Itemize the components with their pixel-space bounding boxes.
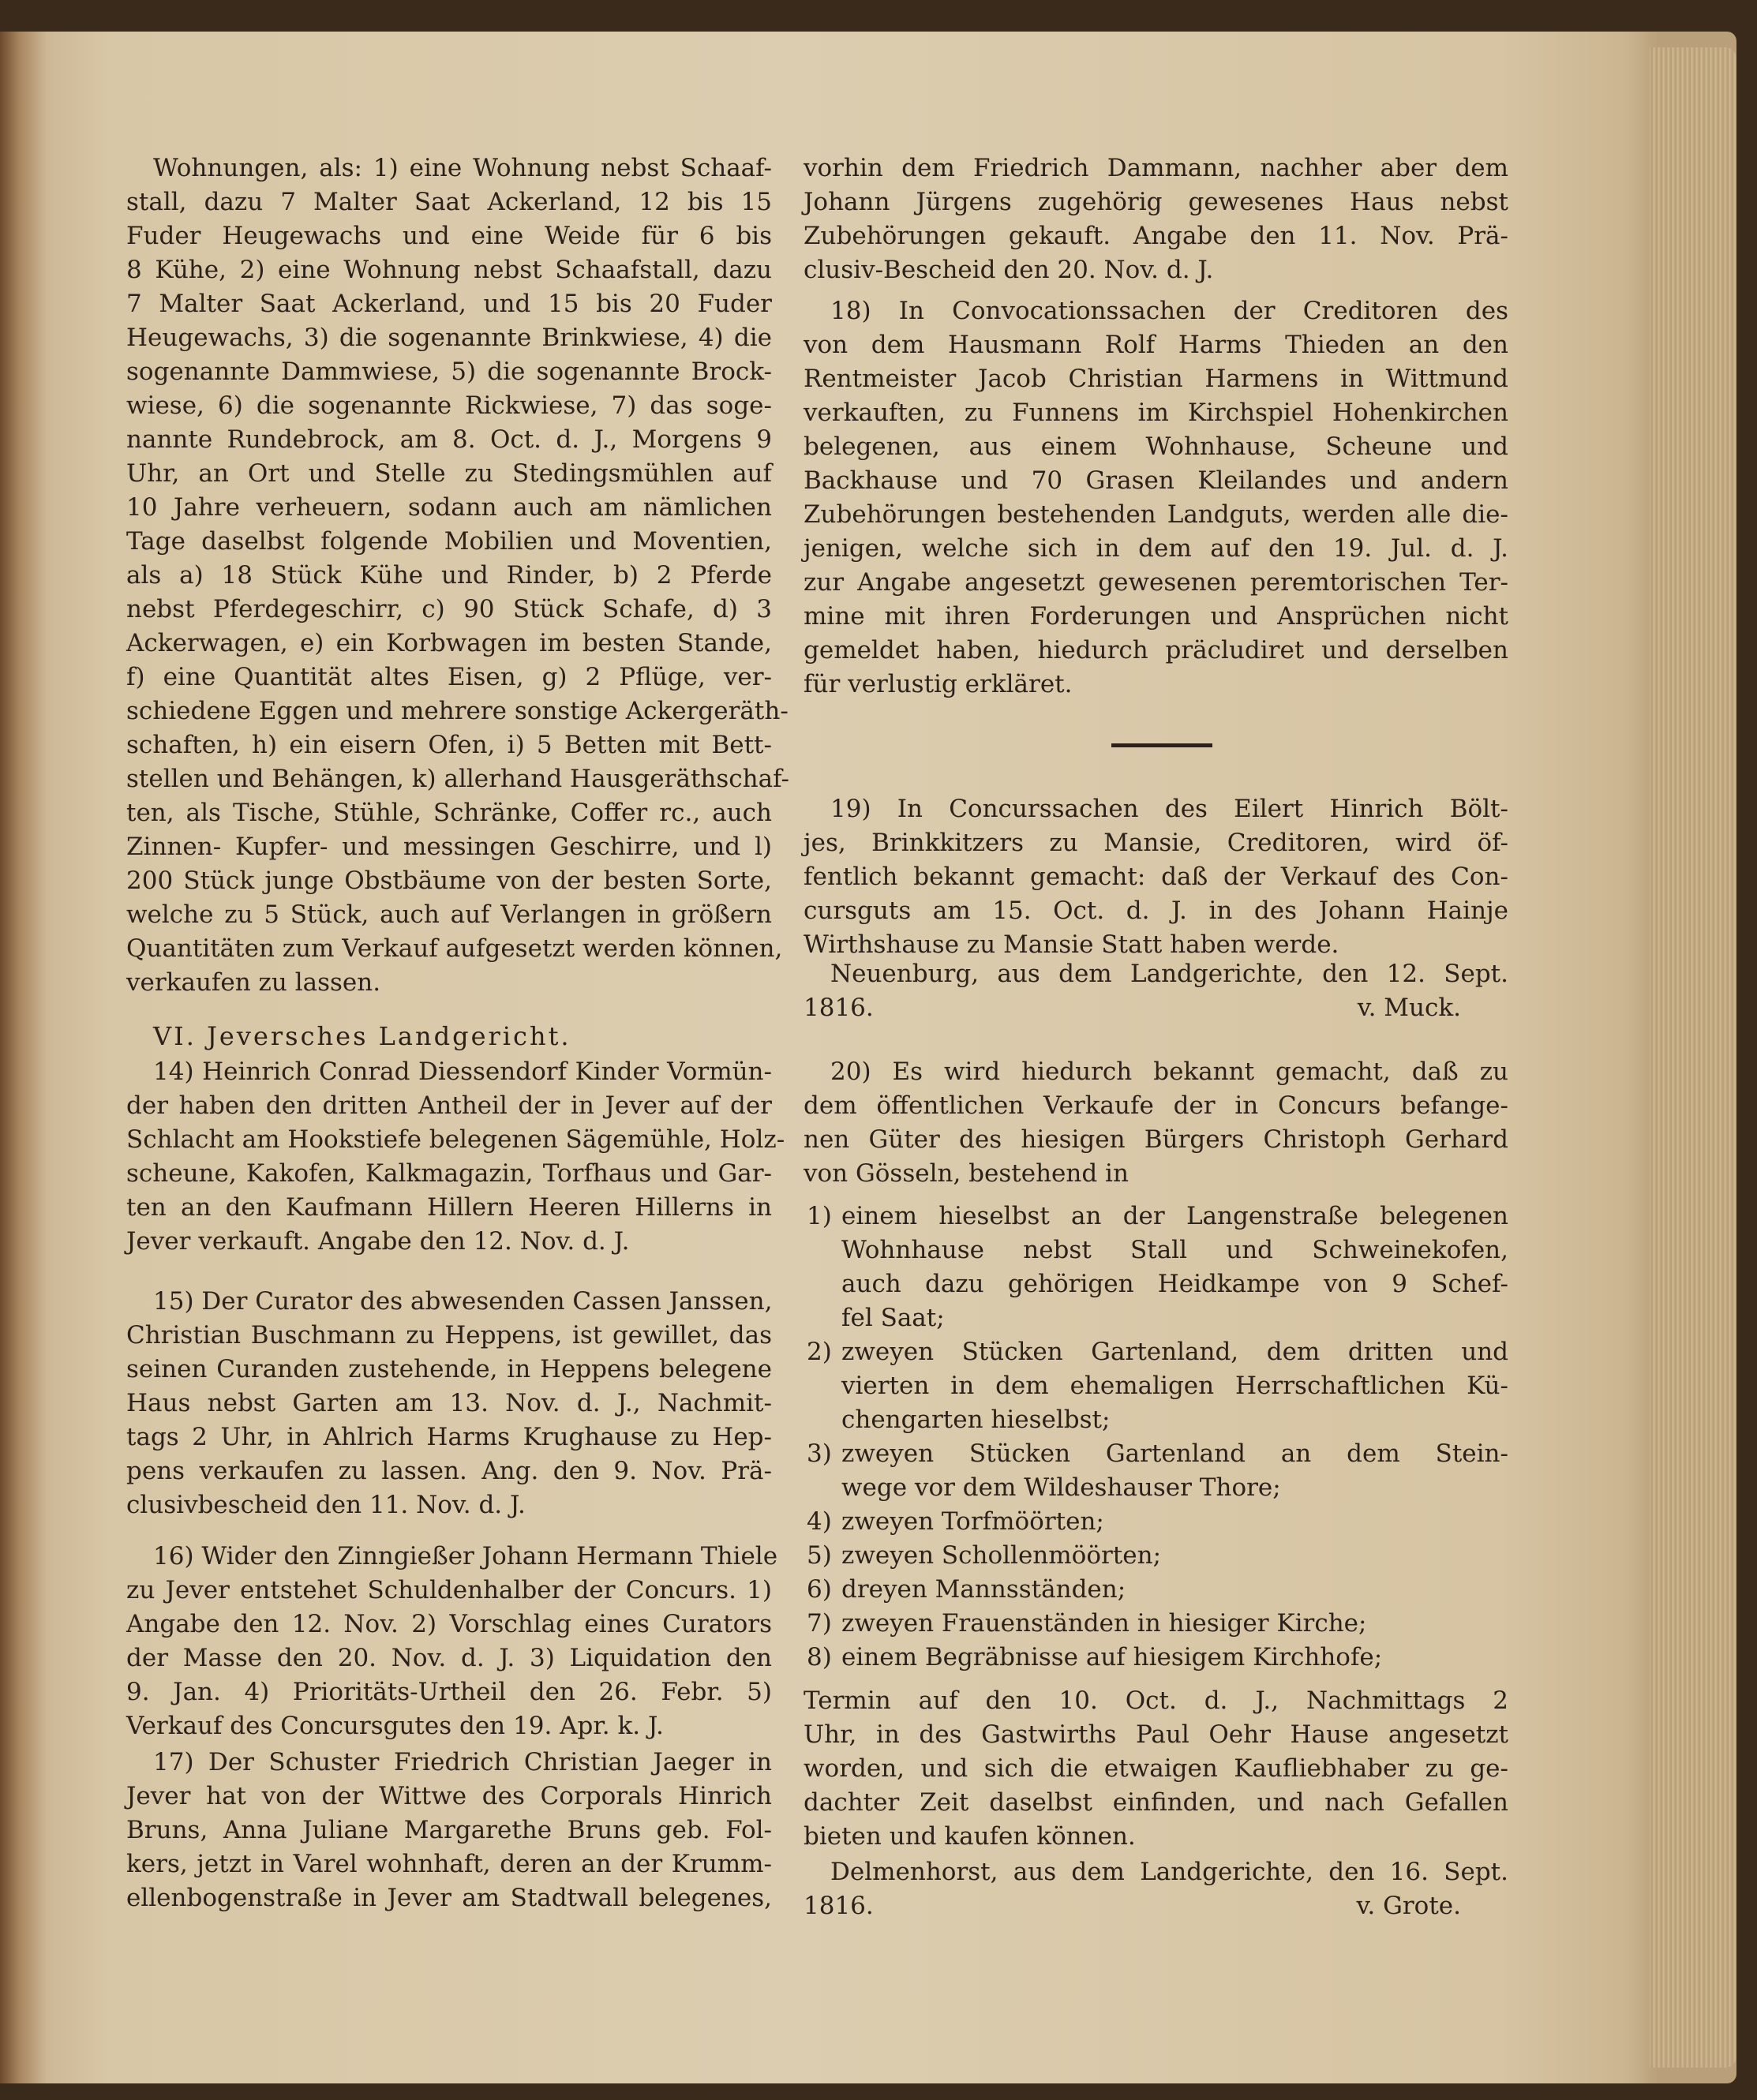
text-line: von Gösseln, bestehend in [804, 1159, 1129, 1188]
text-line: dem öffentlichen Verkaufe der in Concurs befange- [804, 1091, 1508, 1120]
text-line: Wohnhause nebst Stall und Schweinekofen, [841, 1236, 1508, 1264]
text-line: zweyen Torfmöörten; [841, 1507, 1104, 1536]
text-line: jenigen, welche sich in dem auf den 19. Jul. d. J. [804, 534, 1508, 563]
paragraph [804, 792, 1508, 962]
item-list [804, 1200, 1508, 1675]
list-item [804, 1335, 1508, 1437]
text-line: einem hieselbst an der Langenstraße belegenen [841, 1202, 1508, 1230]
text-line: bieten und kaufen können. [804, 1822, 1136, 1851]
text-line: cursguts am 15. Oct. d. J. in des Johann Hainje [804, 897, 1508, 925]
text-line: Rentmeister Jacob Christian Harmens in Wittmund [804, 365, 1508, 393]
text-line: Zinnen- Kupfer- und messingen Geschirre, und l) [126, 833, 772, 861]
text-line: 14) Heinrich Conrad Diessendorf Kinder Vormün- [153, 1057, 772, 1086]
text-line: Neuenburg, aus dem Landgerichte, den 12. Sept. [830, 960, 1508, 988]
text-line: der Masse den 20. Nov. d. J. 3) Liquidation den [126, 1644, 772, 1672]
text-line: wege vor dem Wildeshauser Thore; [841, 1473, 1281, 1502]
text-line: clusiv-Bescheid den 20. Nov. d. J. [804, 256, 1214, 284]
text-line: Johann Jürgens zugehörig gewesenes Haus nebst [804, 188, 1508, 216]
text-line: 17) Der Schuster Friedrich Christian Jaeger in [153, 1748, 772, 1776]
item-number: 7) [807, 1609, 832, 1638]
text-line: zweyen Stücken Gartenland, dem dritten und [841, 1338, 1508, 1366]
text-line: Uhr, in des Gastwirths Paul Oehr Hause angesetzt [804, 1720, 1508, 1749]
paragraph [126, 1055, 785, 1259]
text-line: 10 Jahre verheuern, sodann auch am nämlichen [126, 493, 772, 522]
text-line: Tage daselbst folgende Mobilien und Moventien, [126, 527, 772, 556]
list-item [804, 1437, 1508, 1505]
text-line: Termin auf den 10. Oct. d. J., Nachmittags 2 [804, 1686, 1508, 1715]
text-line: vorhin dem Friedrich Dammann, nachher aber dem [804, 154, 1508, 182]
text-line: welche zu 5 Stück, auch auf Verlangen in größern [126, 900, 772, 929]
text-line: von dem Hausmann Rolf Harms Thieden an den [804, 331, 1508, 359]
text-line: verkauften, zu Funnens im Kirchspiel Hohenkirchen [804, 399, 1508, 427]
text-line: seinen Curanden zustehende, in Heppens belegene [126, 1355, 772, 1383]
text-line: 15) Der Curator des abwesenden Cassen Janssen, [153, 1287, 773, 1316]
list-item [804, 1573, 1508, 1607]
list-item [804, 1641, 1508, 1675]
text-line: ten, als Tische, Stühle, Schränke, Coffer rc., auch [126, 799, 772, 827]
paragraph [804, 294, 1508, 702]
text-line: scheune, Kakofen, Kalkmagazin, Torfhaus und Gar- [126, 1159, 772, 1188]
text-line: Jever verkauft. Angabe den 12. Nov. d. J. [126, 1227, 630, 1256]
text-line: auch dazu gehörigen Heidkampe von 9 Schef- [841, 1270, 1508, 1298]
text-line: Jever hat von der Wittwe des Corporals Hinrich [126, 1782, 772, 1810]
text-line: nebst Pferdegeschirr, c) 90 Stück Schafe, d) 3 [126, 595, 772, 623]
text-line: der haben den dritten Antheil der in Jever auf der [126, 1091, 772, 1120]
text-line: sogenannte Dammwiese, 5) die sogenannte Brock- [126, 357, 772, 386]
paragraph [804, 152, 1508, 287]
text-line: für verlustig erkläret. [804, 670, 1073, 698]
text-line: fentlich bekannt gemacht: daß der Verkauf des Con- [804, 863, 1508, 891]
text-line: worden, und sich die etwaigen Kaufliebhaber zu ge- [804, 1754, 1508, 1783]
text-line: Christian Buschmann zu Heppens, ist gewillet, das [126, 1321, 772, 1349]
text-line: 200 Stück junge Obstbäume von der besten Sorte, [126, 867, 772, 895]
text-line: 16) Wider den Zinngießer Johann Hermann Thiele [153, 1542, 778, 1570]
text-line: Ackerwagen, e) ein Korbwagen im besten Stande, [126, 629, 772, 657]
text-line: clusivbescheid den 11. Nov. d. J. [126, 1491, 526, 1519]
item-number: 2) [807, 1338, 832, 1366]
text-line: Schlacht am Hookstiefe belegenen Sägemühle, Holz- [126, 1125, 785, 1154]
text-line: Quantitäten zum Verkauf aufgesetzt werden können, [126, 934, 783, 963]
item-number: 5) [807, 1541, 832, 1570]
paragraph [126, 1540, 778, 1743]
item-number: 4) [807, 1507, 832, 1536]
list-item [804, 1607, 1508, 1641]
text-line: einem Begräbnisse auf hiesigem Kirchhofe; [841, 1643, 1383, 1671]
text-line: 8 Kühe, 2) eine Wohnung nebst Schaafstall, dazu [126, 256, 772, 284]
text-line: schaften, h) ein eisern Ofen, i) 5 Betten mit Bett- [126, 731, 772, 759]
page-edge-stack [1650, 47, 1736, 2068]
year: 1816. [804, 1892, 874, 1920]
text-line: Delmenhorst, aus dem Landgerichte, den 16. Sept. [830, 1858, 1508, 1886]
paragraph [804, 1684, 1508, 1854]
signature-line [804, 991, 1508, 1025]
text-line: Backhause und 70 Grasen Kleilandes und andern [804, 466, 1508, 495]
text-line: tags 2 Uhr, in Ahlrich Harms Krughause zu Hep- [126, 1423, 772, 1451]
section-heading: VI. Jeversches Landgericht. [153, 1021, 571, 1051]
item-number: 1) [807, 1202, 832, 1230]
text-line: Angabe den 12. Nov. 2) Vorschlag eines Curators [126, 1610, 772, 1638]
text-line: ten an den Kaufmann Hillern Heeren Hillerns in [126, 1193, 772, 1222]
item-number: 6) [807, 1575, 832, 1604]
text-line: zu Jever entstehet Schuldenhalber der Concurs. 1) [126, 1576, 772, 1604]
text-line: Uhr, an Ort und Stelle zu Stedingsmühlen auf [126, 459, 772, 488]
text-line: als a) 18 Stück Kühe und Rinder, b) 2 Pferde [126, 561, 772, 590]
text-line: jes, Brinkkitzers zu Mansie, Creditoren, wird öf- [804, 829, 1508, 857]
text-line: stall, dazu 7 Malter Saat Ackerland, 12 bis 15 [126, 188, 772, 216]
text-line: Zubehörungen bestehenden Landguts, werden alle die- [804, 500, 1508, 529]
text-line: wiese, 6) die sogenannte Rickwiese, 7) das soge- [126, 391, 772, 420]
dateline-block [804, 1855, 1508, 1923]
paragraph [804, 1055, 1508, 1191]
paragraph [126, 152, 789, 1000]
text-line: fel Saat; [841, 1304, 945, 1332]
signatory: v. Grote. [1356, 1892, 1461, 1920]
text-line: zweyen Schollenmöörten; [841, 1541, 1162, 1570]
text-line: Wirthshause zu Mansie Statt haben werde. [804, 930, 1339, 959]
text-line: Bruns, Anna Juliane Margarethe Bruns geb. Fol- [126, 1816, 772, 1844]
text-line: Zubehörungen gekauft. Angabe den 11. Nov. Prä- [804, 222, 1508, 250]
signatory: v. Muck. [1357, 994, 1461, 1022]
text-line: Verkauf des Concursgutes den 19. Apr. k. J. [126, 1712, 664, 1740]
text-line: f) eine Quantität altes Eisen, g) 2 Pflüge, ver- [126, 663, 772, 691]
item-number: 3) [807, 1439, 832, 1468]
text-line: belegenen, aus einem Wohnhause, Scheune und [804, 432, 1508, 461]
text-line: 19) In Concurssachen des Eilert Hinrich Bölt- [830, 795, 1508, 823]
text-line: Haus nebst Garten am 13. Nov. d. J., Nachmit- [126, 1389, 772, 1417]
text-line: zur Angabe angesetzt gewesenen peremtorischen Ter- [804, 568, 1508, 597]
text-line: verkaufen zu lassen. [126, 968, 381, 997]
text-line: kers, jetzt in Varel wohnhaft, deren an der Krumm- [126, 1850, 772, 1878]
text-line: Fuder Heugewachs und eine Weide für 6 bis [126, 222, 772, 250]
text-line: nen Güter des hiesigen Bürgers Christoph Gerhard [804, 1125, 1508, 1154]
text-line: 20) Es wird hiedurch bekannt gemacht, daß zu [830, 1057, 1508, 1086]
item-number: 8) [807, 1643, 832, 1671]
text-line: dachter Zeit daselbst einfinden, und nach Gefallen [804, 1788, 1508, 1817]
text-line: mine mit ihren Forderungen und Ansprüchen nicht [804, 602, 1508, 631]
text-line: Heugewachs, 3) die sogenannte Brinkwiese, 4) die [126, 324, 772, 352]
text-line: 18) In Convocationssachen der Creditoren des [830, 297, 1508, 325]
list-item [804, 1200, 1508, 1335]
text-line: Wohnungen, als: 1) eine Wohnung nebst Schaaf- [153, 154, 772, 182]
list-item [804, 1539, 1508, 1573]
text-line: zweyen Stücken Gartenland an dem Stein- [841, 1439, 1508, 1468]
paragraph [126, 1746, 772, 1915]
text-line: stellen und Behängen, k) allerhand Hausgeräthschaf- [126, 765, 789, 793]
text-line: 7 Malter Saat Ackerland, und 15 bis 20 Fuder [126, 290, 772, 318]
text-line: chengarten hieselbst; [841, 1406, 1111, 1434]
year: 1816. [804, 994, 874, 1022]
dateline-block [804, 957, 1508, 1025]
text-line: dreyen Mannsständen; [841, 1575, 1126, 1604]
signature-line [804, 1889, 1508, 1923]
text-line: schiedene Eggen und mehrere sonstige Ackergeräth- [126, 697, 789, 725]
section-heading-block [126, 1020, 772, 1054]
text-line: 9. Jan. 4) Prioritäts-Urtheil den 26. Febr. 5) [126, 1678, 772, 1706]
section-divider [1111, 743, 1212, 747]
paragraph [126, 1285, 772, 1522]
text-line: vierten in dem ehemaligen Herrschaftlichen Kü- [841, 1372, 1508, 1400]
text-line: ellenbogenstraße in Jever am Stadtwall belegenes, [126, 1884, 772, 1912]
text-line: gemeldet haben, hiedurch präcludiret und derselben [804, 636, 1508, 664]
text-line: nannte Rundebrock, am 8. Oct. d. J., Morgens 9 [126, 425, 772, 454]
text-line: pens verkaufen zu lassen. Ang. den 9. Nov. Prä- [126, 1457, 772, 1485]
list-item [804, 1505, 1508, 1539]
text-line: zweyen Frauenständen in hiesiger Kirche; [841, 1609, 1367, 1638]
